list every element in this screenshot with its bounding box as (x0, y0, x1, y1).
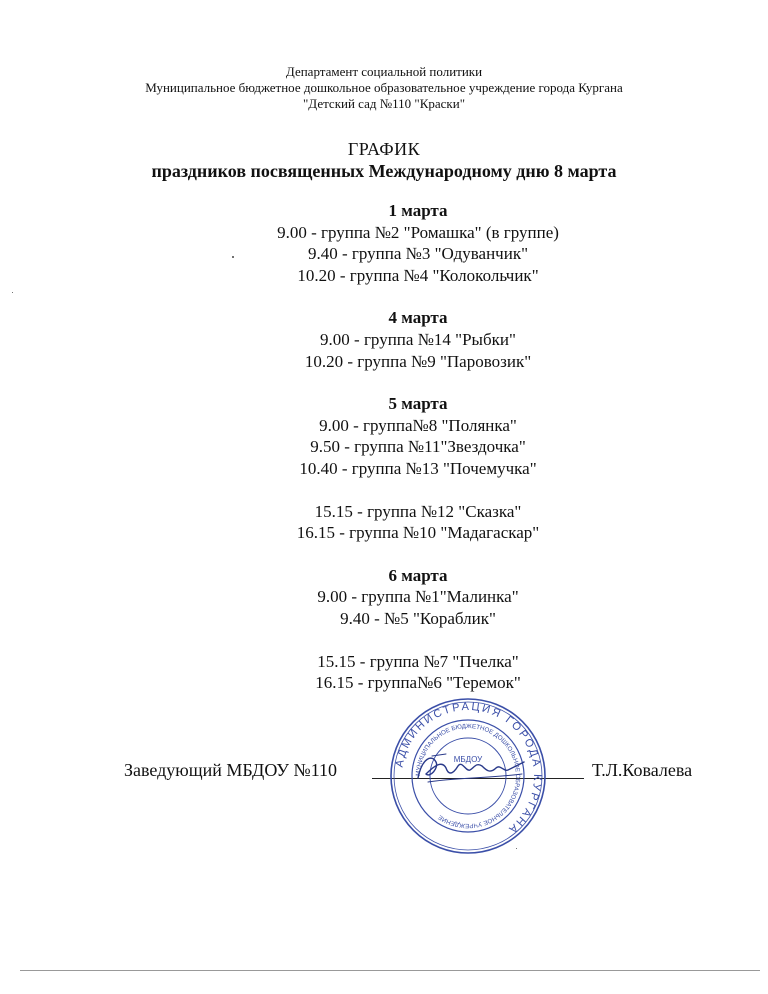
schedule-entry: 15.15 - группа №12 "Сказка" (314, 501, 522, 521)
signatory-position: Заведующий МБДОУ №110 (124, 760, 338, 780)
schedule (0, 200, 768, 694)
schedule-entry: 9.00 - группа №1"Малинка" (317, 587, 519, 607)
header (0, 64, 768, 112)
schedule-entry: 10.40 - группа №13 "Почемучка" (299, 458, 537, 478)
title-block (0, 138, 768, 182)
schedule-entry: 9.00 - группа№8 "Полянка" (319, 415, 517, 435)
schedule-entry: 10.20 - группа №4 "Колокольчик" (297, 265, 539, 285)
day-heading: 5 марта (388, 394, 448, 414)
schedule-entry: 9.00 - группа №2 "Ромашка" (в группе) (277, 222, 559, 242)
schedule-entry: 16.15 - группа №10 "Мадагаскар" (296, 523, 540, 543)
schedule-entry: 15.15 - группа №7 "Пчелка" (317, 651, 519, 671)
schedule-entry: 16.15 - группа№6 "Теремок" (315, 673, 521, 693)
page-bottom-edge (20, 970, 760, 971)
handwritten-signature (412, 748, 532, 788)
stamp-inner-text: МУНИЦИПАЛЬНОЕ БЮДЖЕТНОЕ ДОШКОЛЬНОЕ ОБРАЗОВАТЕЛЬНОЕ УЧРЕЖДЕНИЕ (414, 722, 522, 830)
day-spacer (0, 544, 768, 565)
document-subtitle: праздников посвященных Международному дню 8 марта (151, 161, 617, 181)
header-institution: Муниципальное бюджетное дошкольное образовательное учреждение города Кургана (145, 80, 623, 95)
schedule-entry: 9.00 - группа №14 "Рыбки" (320, 329, 516, 349)
signatory-name: Т.Л.Ковалева (592, 760, 693, 780)
document-title: ГРАФИК (347, 139, 421, 159)
day-heading: 1 марта (388, 201, 448, 220)
day-spacer (0, 286, 768, 307)
schedule-entry: 9.40 - №5 "Кораблик" (340, 608, 496, 628)
scan-speck (12, 292, 13, 293)
header-department: Департамент социальной политики (285, 64, 483, 79)
day-spacer (0, 372, 768, 393)
schedule-entry: 9.40 - группа №3 "Одуванчик" (307, 244, 529, 264)
header-kindergarten: "Детский сад №110 "Краски" (302, 96, 466, 111)
schedule-entry: 9.50 - группа №11"Звездочка" (310, 437, 526, 457)
block-spacer (0, 630, 768, 651)
day-heading: 6 марта (388, 565, 448, 585)
scan-speck (516, 848, 517, 849)
stamp-center-text: МБДОУ (453, 755, 483, 764)
day-heading: 4 марта (388, 308, 448, 328)
stamp-outer-text: АДМИНИСТРАЦИЯ ГОРОДА КУРГАНА (393, 700, 544, 837)
scan-speck (232, 256, 234, 258)
schedule-entry: 10.20 - группа №9 "Паровозик" (304, 351, 532, 371)
block-spacer (0, 480, 768, 501)
